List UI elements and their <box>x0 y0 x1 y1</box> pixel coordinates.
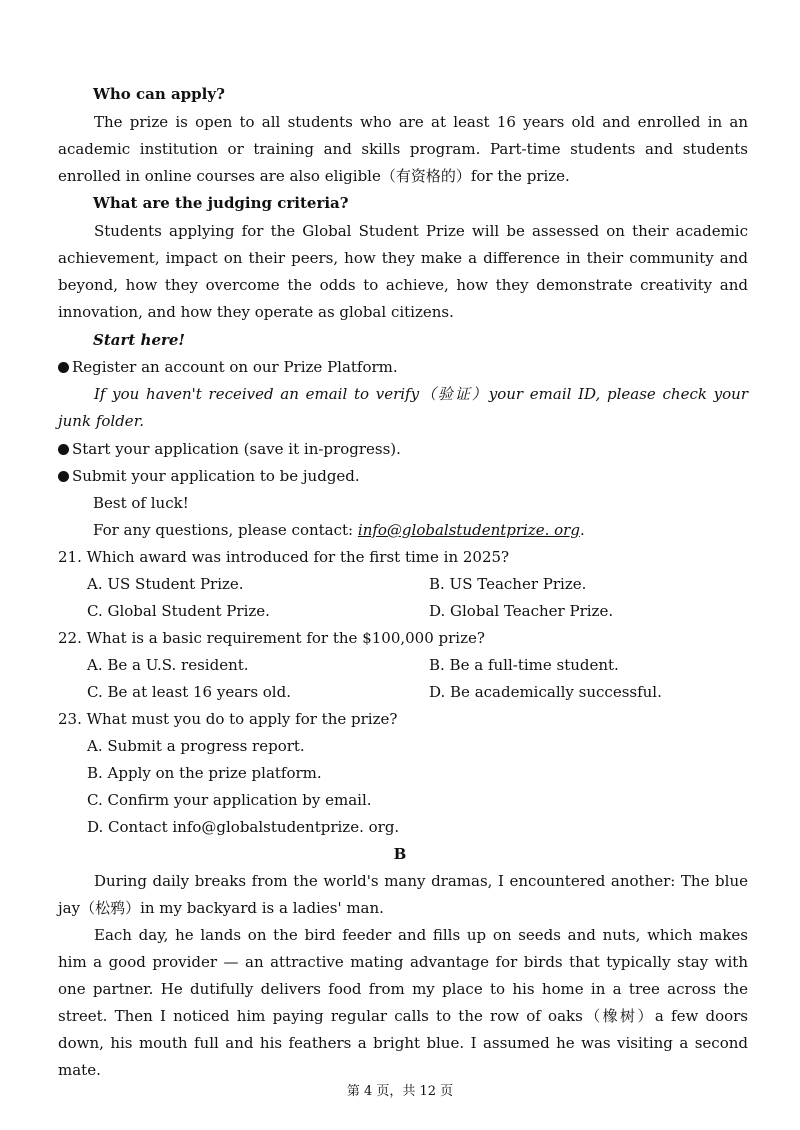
question-21-option-d[interactable]: D. Global Teacher Prize. <box>429 602 614 620</box>
question-21-option-b[interactable]: B. US Teacher Prize. <box>429 575 587 593</box>
contact-prefix: For any questions, please contact: <box>93 521 354 539</box>
question-22-stem: 22. What is a basic requirement for the $100,000 prize? <box>58 629 485 647</box>
bullet-dot-icon <box>58 362 69 373</box>
question-23-stem: 23. What must you do to apply for the prize? <box>58 710 398 728</box>
passage-b-paragraph-2: Each day, he lands on the bird feeder and fills up on seeds and nuts, which makes him a good provider — an attractive mating advantage for birds that typically stay with one partner. He dutifully delivers food from my place to his home in a tree across the street. Then I noticed him paying regular calls to the row of oaks（橡树）a few doors down, his mouth full and his feathers a bright blue. I assumed he was visiting a second mate. <box>58 926 748 1079</box>
question-23-option-d[interactable]: D. Contact info@globalstudentprize. org. <box>87 818 400 836</box>
contact-suffix: . <box>579 521 585 539</box>
question-23-option-b[interactable]: B. Apply on the prize platform. <box>87 764 322 782</box>
bullet-start-application <box>58 436 401 463</box>
who-can-apply-text: The prize is open to all students who are at least 16 years old and enrolled in an academic institution or training and skills program. Part-time students and students enrolled in online courses are also eligible（有资格的）for the prize. <box>58 113 748 185</box>
contact-line <box>93 517 585 544</box>
bullet-submit-application-text: Submit your application to be judged. <box>72 467 360 485</box>
judging-criteria-heading: What are the judging criteria? <box>93 194 349 212</box>
bullet-dot-icon <box>58 471 69 482</box>
question-23-option-c[interactable]: C. Confirm your application by email. <box>87 791 372 809</box>
question-22-option-b[interactable]: B. Be a full-time student. <box>429 656 619 674</box>
who-can-apply-heading: Who can apply? <box>93 85 225 103</box>
verify-email-note: If you haven't received an email to verify（验证）your email ID, please check your junk folder. <box>58 385 748 430</box>
best-of-luck: Best of luck! <box>93 494 189 512</box>
question-22-option-a[interactable]: A. Be a U.S. resident. <box>87 656 249 674</box>
question-21-option-a[interactable]: A. US Student Prize. <box>87 575 244 593</box>
question-21-option-c[interactable]: C. Global Student Prize. <box>87 602 270 620</box>
bullet-start-application-text: Start your application (save it in-progress). <box>72 440 401 458</box>
bullet-register <box>58 354 398 381</box>
bullet-submit-application <box>58 463 360 490</box>
bullet-dot-icon <box>58 444 69 455</box>
question-21-stem: 21. Which award was introduced for the first time in 2025? <box>58 548 510 566</box>
passage-b-paragraph-1: During daily breaks from the world's many dramas, I encountered another: The blue jay（松鸦）in my backyard is a ladies' man. <box>58 872 748 917</box>
contact-email-link[interactable]: info@globalstudentprize. org <box>357 521 580 539</box>
question-22-option-c[interactable]: C. Be at least 16 years old. <box>87 683 291 701</box>
start-here-heading: Start here! <box>93 331 186 349</box>
bullet-register-text: Register an account on our Prize Platform. <box>72 358 398 376</box>
judging-criteria-text: Students applying for the Global Student Prize will be assessed on their academic achievement, impact on their peers, how they make a difference in their community and beyond, how they overcome the odds to achieve, how they demonstrate creativity and innovation, and how they operate as global citizens. <box>58 222 748 321</box>
question-22-option-d[interactable]: D. Be academically successful. <box>429 683 662 701</box>
section-b-label: B <box>393 845 407 863</box>
question-23-option-a[interactable]: A. Submit a progress report. <box>87 737 305 755</box>
page-footer: 第 4 页，共 12 页 <box>346 1084 454 1099</box>
